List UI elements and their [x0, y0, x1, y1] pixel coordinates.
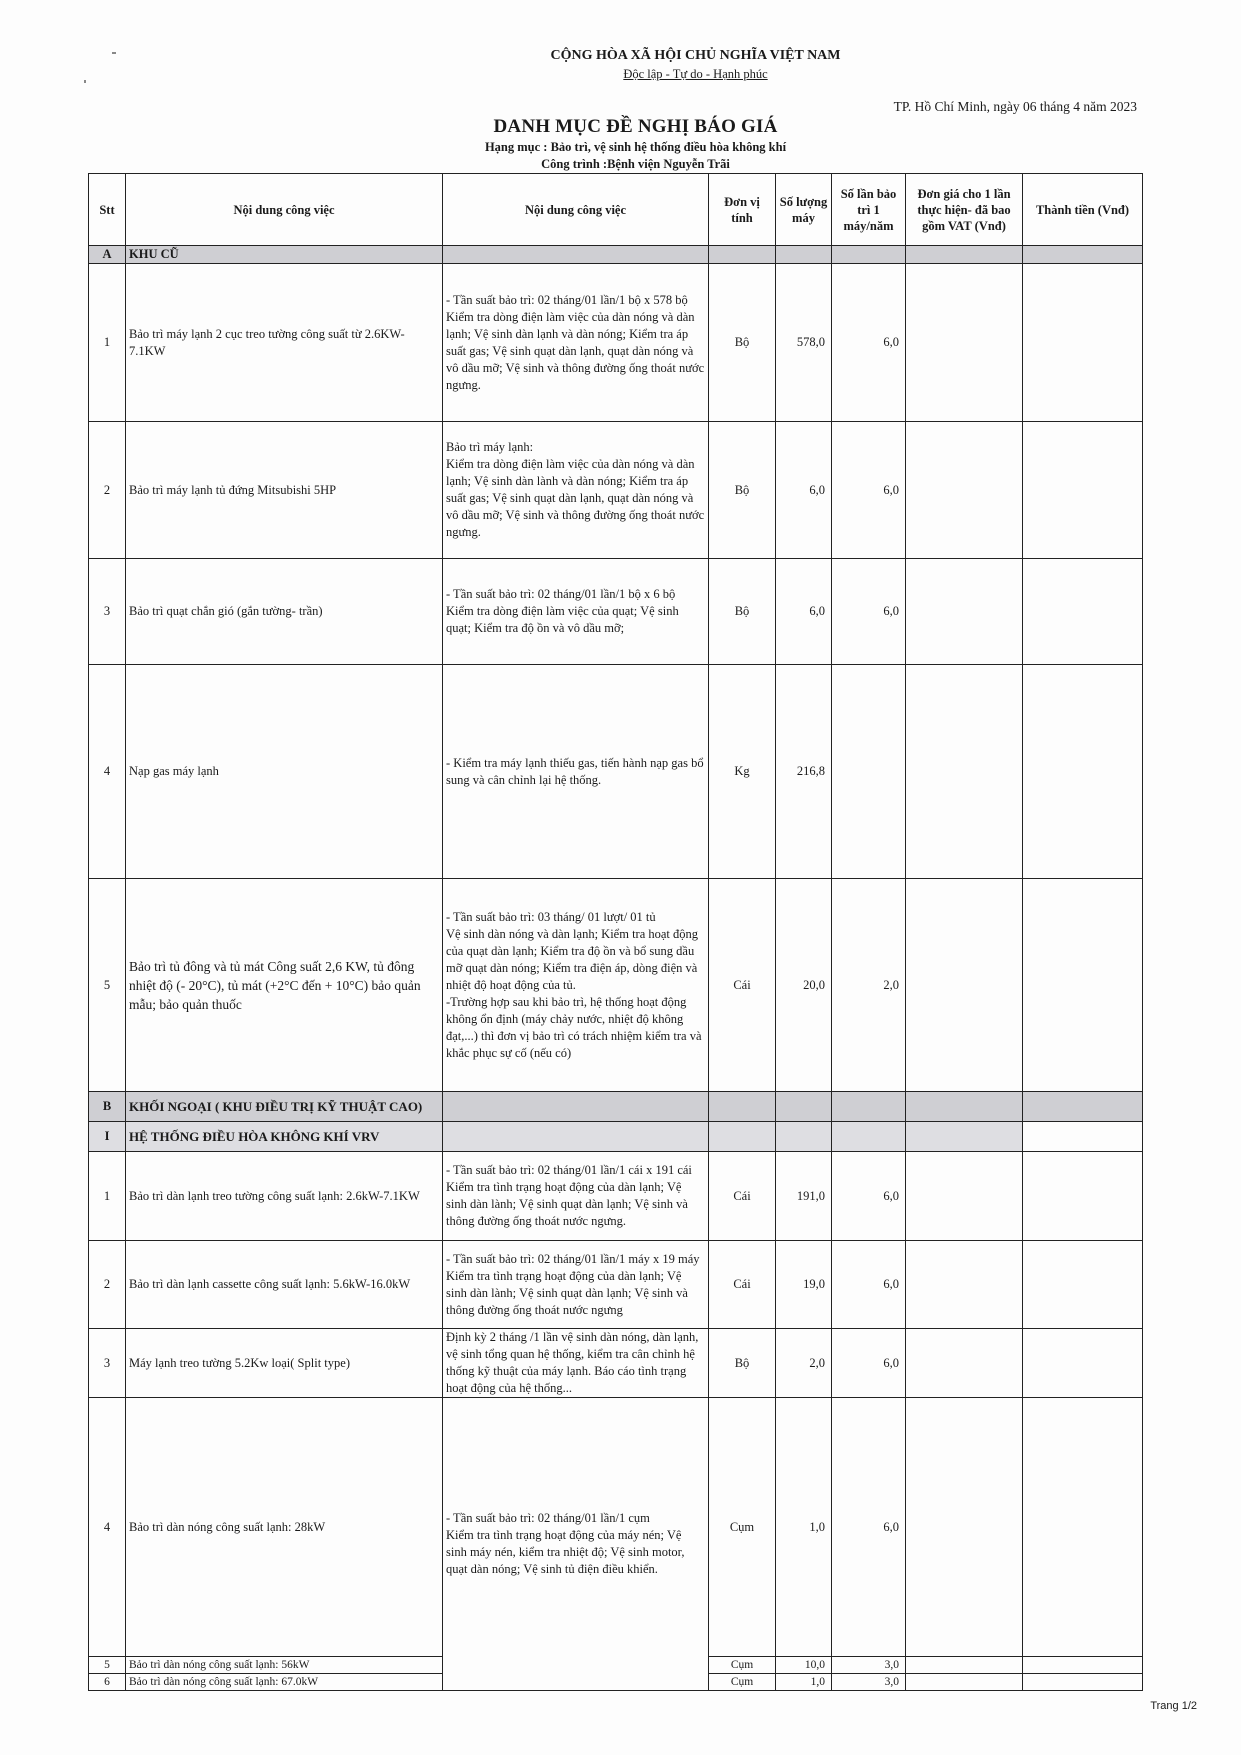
row-amount: [1023, 1241, 1143, 1329]
row-item: Bảo trì máy lạnh 2 cục treo tường công suất từ 2.6KW-7.1KW: [126, 264, 443, 422]
row-stt: 2: [89, 1241, 126, 1329]
row-stt: 6: [89, 1674, 126, 1691]
table-row: [89, 264, 1143, 422]
row-times: 6,0: [832, 422, 906, 559]
project-line: Công trình :Bệnh viện Nguyễn Trãi: [541, 157, 730, 171]
row-amount: [1023, 1152, 1143, 1241]
row-quantity: 216,8: [776, 665, 832, 879]
row-quantity: 19,0: [776, 1241, 832, 1329]
col-header-stt: Stt: [89, 174, 126, 246]
row-unit-price: [906, 1152, 1023, 1241]
table-row: [89, 1241, 1143, 1329]
row-times: 6,0: [832, 559, 906, 665]
row-times: 3,0: [832, 1657, 906, 1674]
row-times: 2,0: [832, 879, 906, 1092]
section-code: A: [89, 246, 126, 264]
row-unit-price: [906, 422, 1023, 559]
row-stt: 5: [89, 879, 126, 1092]
subsection-row-vrv: [89, 1122, 1143, 1152]
row-unit-price: [906, 1674, 1023, 1691]
row-stt: 3: [89, 559, 126, 665]
row-stt: 1: [89, 264, 126, 422]
col-header-quantity: Số lượng máy: [776, 174, 832, 246]
row-times: 6,0: [832, 264, 906, 422]
table-row: [89, 879, 1143, 1092]
row-amount: [1023, 1398, 1143, 1657]
row-detail: - Kiểm tra máy lạnh thiếu gas, tiến hành nạp gas bổ sung và cân chỉnh lại hệ thống.: [443, 665, 709, 879]
row-unit-price: [906, 264, 1023, 422]
row-unit: Bộ: [709, 422, 776, 559]
row-detail: - Tần suất bảo trì: 02 tháng/01 lần/1 bộ x 578 bộ Kiểm tra dòng điện làm việc của dàn nóng và dàn lạnh; Vệ sinh dàn lạnh và dàn nóng; Kiểm tra áp suất gas; Vệ sinh quạt dàn lạnh, quạt dàn nóng và vô dầu mỡ; Vệ sinh và thông đường ống thoát nước ngưng.: [443, 264, 709, 422]
row-times: 3,0: [832, 1674, 906, 1691]
row-detail: - Tần suất bảo trì: 02 tháng/01 lần/1 máy x 19 máy Kiểm tra tình trạng hoạt động của dàn lạnh; Vệ sinh dàn lành; Vệ sinh quạt dàn lạnh; Vệ sinh và thông đường ống thoát nước ngưng: [443, 1241, 709, 1329]
subsection-code: I: [89, 1122, 126, 1152]
row-unit: Bộ: [709, 1329, 776, 1398]
row-quantity: 2,0: [776, 1329, 832, 1398]
row-quantity: 1,0: [776, 1674, 832, 1691]
row-times: 6,0: [832, 1398, 906, 1657]
row-amount: [1023, 1329, 1143, 1398]
row-stt: 1: [89, 1152, 126, 1241]
row-unit: Cái: [709, 1152, 776, 1241]
col-header-unit: Đơn vị tính: [709, 174, 776, 246]
row-quantity: 6,0: [776, 422, 832, 559]
page-number: Trang 1/2: [1150, 1700, 1197, 1712]
table-row: [89, 422, 1143, 559]
row-unit: Cái: [709, 879, 776, 1092]
row-amount: [1023, 879, 1143, 1092]
row-unit: Bộ: [709, 559, 776, 665]
quotation-table: [88, 173, 1143, 1691]
row-unit: Cái: [709, 1241, 776, 1329]
row-unit: Cụm: [709, 1398, 776, 1657]
row-times: 6,0: [832, 1329, 906, 1398]
row-item: Bảo trì dàn lạnh treo tường công suất lạnh: 2.6kW-7.1KW: [126, 1152, 443, 1241]
row-unit: Bộ: [709, 264, 776, 422]
row-amount: [1023, 264, 1143, 422]
row-detail: - Tần suất bảo trì: 03 tháng/ 01 lượt/ 01 tủ Vệ sinh dàn nóng và dàn lạnh; Kiểm tra hoạt động của quạt dàn lạnh; Kiểm tra độ ồn và bổ sung dầu mỡ quạt dàn nóng; Kiểm tra điện áp, dòng điện và nhiệt độ hoạt động của tủ. -Trường hợp sau khi bảo trì, hệ thống hoạt động không ổn định (máy chảy nước, nhiệt độ không đạt,...) thì đơn vị bảo trì có trách nhiệm kiểm tra và khắc phục sự cố (nếu có): [443, 879, 709, 1092]
row-quantity: 578,0: [776, 264, 832, 422]
row-item: Bảo trì quạt chắn gió (gắn tường- trần): [126, 559, 443, 665]
subsection-title: HỆ THỐNG ĐIỀU HÒA KHÔNG KHÍ VRV: [126, 1122, 443, 1152]
scan-speck: [112, 52, 116, 54]
section-code: B: [89, 1092, 126, 1122]
col-header-work-detail: Nội dung công việc: [443, 174, 709, 246]
row-item: Máy lạnh treo tường 5.2Kw loại( Split type): [126, 1329, 443, 1398]
row-times: 6,0: [832, 1152, 906, 1241]
table-row: [89, 665, 1143, 879]
row-unit-price: [906, 879, 1023, 1092]
row-item: Bảo trì máy lạnh tủ đứng Mitsubishi 5HP: [126, 422, 443, 559]
row-detail: - Tần suất bảo trì: 02 tháng/01 lần/1 cái x 191 cái Kiểm tra tình trạng hoạt động của dàn lạnh; Vệ sinh dàn lành; Vệ sinh quạt dàn lạnh; Vệ sinh và thông đường ống thoát nước ngưng.: [443, 1152, 709, 1241]
row-stt: 3: [89, 1329, 126, 1398]
row-times: 6,0: [832, 1241, 906, 1329]
row-unit: Cụm: [709, 1674, 776, 1691]
row-item: Nạp gas máy lạnh: [126, 665, 443, 879]
row-detail: - Tần suất bảo trì: 02 tháng/01 lần/1 bộ x 6 bộ Kiểm tra dòng điện làm việc của quạt; Vệ sinh quạt; Kiểm tra độ ồn và vô dầu mỡ;: [443, 559, 709, 665]
row-item: Bảo trì dàn nóng công suất lạnh: 28kW: [126, 1398, 443, 1657]
table-row: [89, 559, 1143, 665]
row-amount: [1023, 1657, 1143, 1674]
row-item: Bảo trì dàn nóng công suất lạnh: 56kW: [126, 1657, 443, 1674]
row-quantity: 191,0: [776, 1152, 832, 1241]
row-unit-price: [906, 1241, 1023, 1329]
row-detail: Bảo trì máy lạnh: Kiểm tra dòng điện làm việc của dàn nóng và dàn lạnh; Vệ sinh dàn lành và dàn nóng; Kiểm tra áp suất gas; Vệ sinh quạt dàn lạnh, quạt dàn nóng và vô dầu mỡ; Vệ sinh và thông đường ống thoát nước ngưng.: [443, 422, 709, 559]
row-unit-price: [906, 665, 1023, 879]
section-row-b: [89, 1092, 1143, 1122]
row-item: Bảo trì dàn lạnh cassette công suất lạnh: 5.6kW-16.0kW: [126, 1241, 443, 1329]
table-row: [89, 1398, 1143, 1657]
col-header-times-per-year: Số lần bảo trì 1 máy/năm: [832, 174, 906, 246]
row-quantity: 6,0: [776, 559, 832, 665]
section-title: KHỐI NGOẠI ( KHU ĐIỀU TRỊ KỸ THUẬT CAO): [126, 1092, 443, 1122]
col-header-unit-price: Đơn giá cho 1 lần thực hiện- đã bao gồm VAT (Vnđ): [906, 174, 1023, 246]
row-unit-price: [906, 1398, 1023, 1657]
row-stt: 2: [89, 422, 126, 559]
row-amount: [1023, 665, 1143, 879]
row-unit-price: [906, 1329, 1023, 1398]
row-amount: [1023, 559, 1143, 665]
row-unit: Kg: [709, 665, 776, 879]
row-unit-price: [906, 1657, 1023, 1674]
row-detail: - Tần suất bảo trì: 02 tháng/01 lần/1 cụm Kiểm tra tình trạng hoạt động của máy nén; Vệ sinh máy nén, kiểm tra nhiệt độ; Vệ sinh motor, quạt dàn nóng; Vệ sinh tủ điện điều khiển.: [443, 1398, 709, 1691]
table-header-row: [89, 174, 1143, 246]
place-date: TP. Hồ Chí Minh, ngày 06 tháng 4 năm 2023: [893, 99, 1137, 114]
row-item: Bảo trì tủ đông và tủ mát Công suất 2,6 KW, tủ đông nhiệt độ (- 20°C), tủ mát (+2°C đến + 10°C) bảo quản mẫu; bảo quản thuốc: [126, 879, 443, 1092]
category-line: Hạng mục : Bảo trì, vệ sinh hệ thống điều hòa không khí: [484, 140, 787, 154]
row-amount: [1023, 1674, 1143, 1691]
national-motto: Độc lập - Tự do - Hạnh phúc: [623, 67, 768, 81]
row-stt: 5: [89, 1657, 126, 1674]
col-header-work-item: Nội dung công việc: [126, 174, 443, 246]
row-unit-price: [906, 559, 1023, 665]
row-quantity: 20,0: [776, 879, 832, 1092]
col-header-amount: Thành tiền (Vnđ): [1023, 174, 1143, 246]
section-title: KHU CŨ: [126, 246, 443, 264]
table-row: [89, 1329, 1143, 1398]
document-title: DANH MỤC ĐỀ NGHỊ BÁO GIÁ: [493, 116, 778, 137]
row-amount: [1023, 422, 1143, 559]
section-row-a: [89, 246, 1143, 264]
row-stt: 4: [89, 665, 126, 879]
row-stt: 4: [89, 1398, 126, 1657]
row-detail: Định kỳ 2 tháng /1 lần vệ sinh dàn nóng, dàn lạnh, vệ sinh tổng quan hệ thống, kiểm tra cân chỉnh hệ thống kỹ thuật của máy lạnh. Báo cáo tình trạng hoạt động của hệ thống...: [443, 1329, 709, 1398]
row-quantity: 10,0: [776, 1657, 832, 1674]
row-unit: Cụm: [709, 1657, 776, 1674]
row-item: Bảo trì dàn nóng công suất lạnh: 67.0kW: [126, 1674, 443, 1691]
row-times: [832, 665, 906, 879]
row-quantity: 1,0: [776, 1398, 832, 1657]
nation-heading: CỘNG HÒA XÃ HỘI CHỦ NGHĨA VIỆT NAM: [550, 48, 841, 63]
scan-speck: [84, 80, 86, 83]
table-row: [89, 1152, 1143, 1241]
